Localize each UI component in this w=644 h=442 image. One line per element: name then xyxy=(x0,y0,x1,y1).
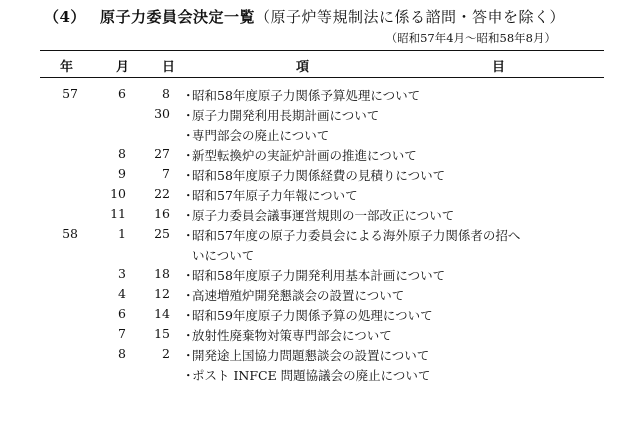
cell-day: 12 xyxy=(154,286,170,301)
cell-day: 2 xyxy=(162,346,170,361)
cell-item: 昭和58年度原子力関係経費の見積りについて xyxy=(192,168,446,183)
cell-item: 開発途上国協力問題懇談会の設置について xyxy=(192,348,430,363)
table-row xyxy=(40,344,604,364)
col-header-day: 日 xyxy=(162,60,176,75)
bullet-mark: ・ xyxy=(182,148,195,163)
table-row xyxy=(40,164,604,184)
bullet-mark: ・ xyxy=(182,328,195,343)
cell-day: 16 xyxy=(154,206,170,221)
cell-day: 25 xyxy=(154,226,170,241)
cell-day: 15 xyxy=(154,326,170,341)
cell-month: 3 xyxy=(118,266,126,281)
period-note: （昭和57年4月～昭和58年8月） xyxy=(385,31,556,45)
cell-month: 4 xyxy=(118,286,126,301)
table-row xyxy=(40,144,604,164)
cell-day: 27 xyxy=(154,146,170,161)
cell-item: いについて xyxy=(192,248,255,263)
cell-month: 10 xyxy=(110,186,126,201)
table-row xyxy=(40,284,604,304)
bullet-mark: ・ xyxy=(182,208,195,223)
cell-item: 原子力開発利用長期計画について xyxy=(192,108,380,123)
bullet-mark: ・ xyxy=(182,288,195,303)
col-header-month: 月 xyxy=(116,60,130,75)
table-row xyxy=(40,204,604,224)
cell-item: 昭和57年度の原子力委員会による海外原子力関係者の招へ xyxy=(192,228,521,243)
col-header-item-2: 目 xyxy=(492,60,506,75)
table-row xyxy=(40,84,604,104)
cell-item: ポスト INFCE 問題協議会の廃止について xyxy=(192,368,431,383)
cell-item: 放射性廃棄物対策専門部会について xyxy=(192,328,392,343)
table-row xyxy=(40,184,604,204)
table-row xyxy=(40,104,604,124)
cell-month: 1 xyxy=(118,226,126,241)
cell-day: 18 xyxy=(154,266,170,281)
col-header-item-1: 項 xyxy=(296,60,310,75)
table-row xyxy=(40,124,604,144)
table-row xyxy=(40,244,604,264)
table-row xyxy=(40,264,604,284)
cell-item: 専門部会の廃止について xyxy=(192,128,330,143)
cell-day: 30 xyxy=(154,106,170,121)
bullet-mark: ・ xyxy=(182,168,195,183)
bullet-mark: ・ xyxy=(182,348,195,363)
decision-table xyxy=(40,50,604,384)
cell-day: 7 xyxy=(162,166,170,181)
cell-year: 57 xyxy=(62,86,78,101)
bullet-mark: ・ xyxy=(182,228,195,243)
cell-month: 6 xyxy=(118,306,126,321)
table-row xyxy=(40,224,604,244)
cell-month: 7 xyxy=(118,326,126,341)
cell-month: 8 xyxy=(118,346,126,361)
cell-year: 58 xyxy=(62,226,78,241)
section-number: （4） xyxy=(44,8,86,26)
cell-item: 新型転換炉の実証炉計画の推進について xyxy=(192,148,417,163)
cell-month: 6 xyxy=(118,86,126,101)
bullet-mark: ・ xyxy=(182,308,195,323)
title-text: 原子力委員会決定一覧 xyxy=(99,8,255,26)
cell-item: 昭和58年度原子力関係予算処理について xyxy=(192,88,421,103)
cell-day: 22 xyxy=(154,186,170,201)
cell-day: 14 xyxy=(154,306,170,321)
table-row xyxy=(40,304,604,324)
cell-item: 原子力委員会議事運営規則の一部改正について xyxy=(192,208,455,223)
bullet-mark: ・ xyxy=(182,128,195,143)
bullet-mark: ・ xyxy=(182,88,195,103)
table-header xyxy=(40,51,604,77)
bullet-mark: ・ xyxy=(182,188,195,203)
table-row xyxy=(40,324,604,344)
cell-item: 昭和59年度原子力関係予算の処理について xyxy=(192,308,433,323)
cell-item: 高速増殖炉開発懇談会の設置について xyxy=(192,288,405,303)
table-body xyxy=(40,78,604,384)
page-title xyxy=(44,6,565,27)
bullet-mark: ・ xyxy=(182,268,195,283)
cell-item: 昭和57年原子力年報について xyxy=(192,188,358,203)
table-row xyxy=(40,364,604,384)
bullet-mark: ・ xyxy=(182,368,195,383)
cell-month: 8 xyxy=(118,146,126,161)
bullet-mark: ・ xyxy=(182,108,195,123)
title-subtitle: （原子炉等規制法に係る諮問・答申を除く） xyxy=(254,8,565,26)
cell-month: 11 xyxy=(110,206,126,221)
cell-month: 9 xyxy=(118,166,126,181)
col-header-year: 年 xyxy=(60,60,74,75)
cell-item: 昭和58年度原子力開発利用基本計画について xyxy=(192,268,446,283)
cell-day: 8 xyxy=(162,86,170,101)
